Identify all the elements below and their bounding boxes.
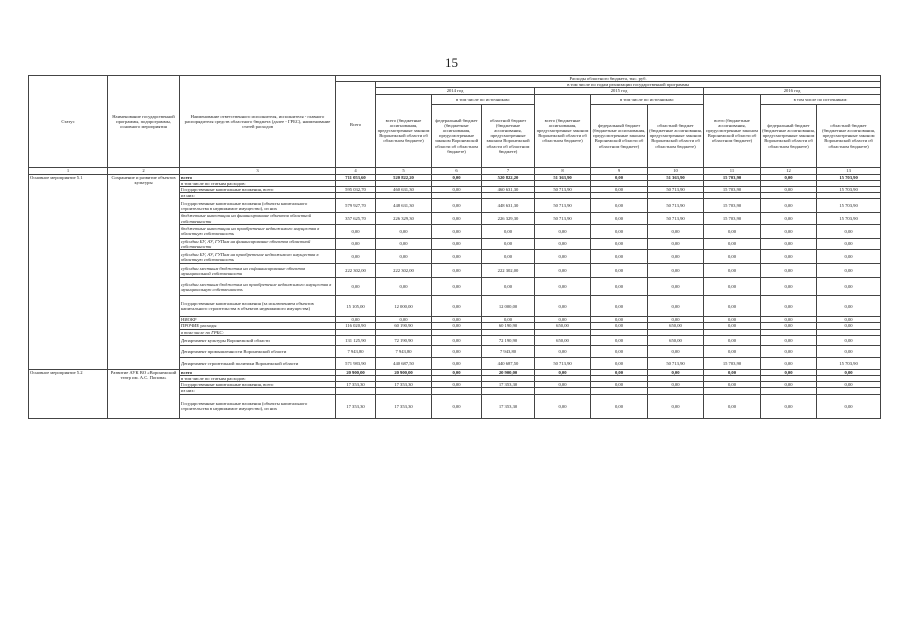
header-program-name: Наименование государственной программы, подпрограммы, основного мероприятия xyxy=(108,76,180,168)
row-value: 50 713,90 xyxy=(648,187,704,193)
header-col-regional: областной бюджет (бюджетные ассигнования, предусмотренные законом Воронежской области об областном бюджете) xyxy=(482,104,535,167)
row-value: 0,00 xyxy=(591,187,648,193)
row-value: 579 927,70 xyxy=(336,199,376,213)
row-value: 0,00 xyxy=(648,345,704,357)
row-value: 222 302,00 xyxy=(482,264,535,278)
header-by-sources: в том числе по источникам: xyxy=(761,94,881,104)
row-item: из них: xyxy=(180,388,336,394)
row-item: НИОКР xyxy=(180,317,336,323)
row-value: 0,00 xyxy=(817,224,881,238)
row-value: 0,00 xyxy=(432,278,482,296)
row-value: 0,00 xyxy=(704,323,761,329)
column-number: 10 xyxy=(648,167,704,174)
header-col-federal: федеральный бюджет (бюджетные ассигнования, предусмотренные законом Воронежской области об областном бюджете) xyxy=(432,104,482,167)
row-value: 0,00 xyxy=(704,250,761,264)
row-value: 0,00 xyxy=(704,369,761,375)
row-value: 0,00 xyxy=(336,250,376,264)
row-value: 448 631,30 xyxy=(482,199,535,213)
row-value: 0,00 xyxy=(761,335,817,345)
row-value: 650,00 xyxy=(648,323,704,329)
row-value: 222 302,00 xyxy=(376,264,432,278)
row-value: 0,00 xyxy=(761,357,817,369)
row-value: 226 329,30 xyxy=(482,213,535,224)
row-value: 0,00 xyxy=(761,174,817,180)
row-value: 0,00 xyxy=(591,296,648,317)
row-value: 571 983,90 xyxy=(336,357,376,369)
row-value: 0,00 xyxy=(591,250,648,264)
row-value: 711 053,60 xyxy=(336,174,376,180)
row-item: Департамент культуры Воронежской области xyxy=(180,335,336,345)
row-value: 0,00 xyxy=(761,323,817,329)
header-executor: Наименование ответственного исполнителя, исполнителя - главного распорядителя средств областного бюджета (далее - ГРБС), наименование статей расходов xyxy=(180,76,336,168)
header-expenses: Расходы областного бюджета, тыс. руб. xyxy=(336,76,881,82)
row-value: 50 713,90 xyxy=(535,357,591,369)
header-year-2016: 2016 год xyxy=(704,88,881,94)
row-value: 0,00 xyxy=(761,187,817,193)
row-value: 0,00 xyxy=(535,394,591,418)
row-item: в том числе по ГРБС: xyxy=(180,329,336,335)
row-value: 520 822,20 xyxy=(482,174,535,180)
header-year-2015: 2015 год xyxy=(535,88,704,94)
row-value: 0,00 xyxy=(704,382,761,388)
row-value: 0,00 xyxy=(704,224,761,238)
row-value: 0,00 xyxy=(648,278,704,296)
row-value: 0,00 xyxy=(535,317,591,323)
row-value: 0,00 xyxy=(535,369,591,375)
row-value: 0,00 xyxy=(432,187,482,193)
row-value: 12 000,00 xyxy=(376,296,432,317)
row-value: 0,00 xyxy=(704,394,761,418)
row-value: 15 703,90 xyxy=(817,199,881,213)
row-value: 0,00 xyxy=(648,394,704,418)
row-value: 0,00 xyxy=(761,238,817,249)
row-item: Государственные капитальные вложения, всего xyxy=(180,187,336,193)
row-value: 0,00 xyxy=(432,382,482,388)
row-value: 12 000,00 xyxy=(482,296,535,317)
row-value: 17 353,30 xyxy=(482,394,535,418)
row-value: 0,00 xyxy=(817,335,881,345)
row-value: 15 105,00 xyxy=(336,296,376,317)
row-value: 0,00 xyxy=(376,238,432,249)
row-item: Государственные капитальные вложения (за исключением объектов капитального строительства в объектов недвижимого имущества) xyxy=(180,296,336,317)
row-value: 0,00 xyxy=(817,369,881,375)
row-value: 15 703,90 xyxy=(704,213,761,224)
row-value: 0,00 xyxy=(591,335,648,345)
row-item: Государственные капитальные вложения (объекты капитального строительства в недвижимое имущество), из них xyxy=(180,394,336,418)
row-item: Государственные капитальные вложения, всего xyxy=(180,382,336,388)
row-value: 15 703,90 xyxy=(704,187,761,193)
row-value: 0,00 xyxy=(704,296,761,317)
header-by-sources: в том числе по источникам: xyxy=(591,94,704,104)
row-value: 50 713,90 xyxy=(648,199,704,213)
row-value: 0,00 xyxy=(432,199,482,213)
row-value: 0,00 xyxy=(761,278,817,296)
row-value: 0,00 xyxy=(761,296,817,317)
row-value: 460 631,30 xyxy=(376,187,432,193)
row-value: 0,00 xyxy=(817,278,881,296)
row-value: 0,00 xyxy=(535,224,591,238)
header-col-total: всего (бюджетные ассигнования, предусмотренные законом Воронежской области об областном бюджете) xyxy=(535,94,591,167)
header-col-total: всего (бюджетные ассигнования, предусмотренные законом Воронежской области об областном бюджете) xyxy=(376,94,432,167)
row-status: Основное мероприятие 5.1 xyxy=(29,174,108,369)
column-number: 12 xyxy=(761,167,817,174)
row-value: 0,00 xyxy=(591,317,648,323)
row-value: 0,00 xyxy=(432,238,482,249)
row-value: 60 190,90 xyxy=(376,323,432,329)
row-value: 0,00 xyxy=(535,345,591,357)
column-number: 2 xyxy=(108,167,180,174)
row-value: 0,00 xyxy=(591,357,648,369)
row-value: 0,00 xyxy=(817,345,881,357)
row-value: 0,00 xyxy=(336,224,376,238)
header-col-total: всего (бюджетные ассигнования, предусмотренные законом Воронежской области об областном бюджете) xyxy=(704,94,761,167)
row-value: 0,00 xyxy=(591,278,648,296)
row-value: 0,00 xyxy=(482,278,535,296)
column-number: 3 xyxy=(180,167,336,174)
row-value: 650,00 xyxy=(535,335,591,345)
row-value: 20 900,00 xyxy=(376,369,432,375)
header-by-sources: в том числе по источникам: xyxy=(432,94,535,104)
row-value: 72 190,90 xyxy=(482,335,535,345)
row-item: в том числе по статьям расходов: xyxy=(180,376,336,382)
row-value: 0,00 xyxy=(591,345,648,357)
row-value: 15 703,90 xyxy=(817,174,881,180)
row-value: 440 687,50 xyxy=(482,357,535,369)
row-value: 0,00 xyxy=(336,238,376,249)
column-number: 5 xyxy=(376,167,432,174)
row-item: всего xyxy=(180,174,336,180)
row-value: 0,00 xyxy=(817,250,881,264)
row-status: Основное мероприятие 5.2 xyxy=(29,369,108,418)
row-value: 20 900,00 xyxy=(482,369,535,375)
row-value: 0,00 xyxy=(591,199,648,213)
row-value: 50 713,90 xyxy=(648,213,704,224)
row-value: 0,00 xyxy=(817,264,881,278)
row-value: 116 020,90 xyxy=(336,323,376,329)
row-value: 0,00 xyxy=(432,224,482,238)
row-value: 0,00 xyxy=(535,250,591,264)
row-value: 0,00 xyxy=(336,278,376,296)
row-item: Департамент строительной политики Воронежской области xyxy=(180,357,336,369)
row-value: 50 713,90 xyxy=(648,357,704,369)
row-value: 0,00 xyxy=(432,264,482,278)
row-value: 0,00 xyxy=(432,174,482,180)
page-number: 15 xyxy=(445,55,458,70)
row-value: 0,00 xyxy=(482,238,535,249)
row-value: 0,00 xyxy=(535,264,591,278)
row-value: 0,00 xyxy=(761,317,817,323)
column-number: 13 xyxy=(817,167,881,174)
header-total: Всего xyxy=(336,82,376,167)
column-number: 11 xyxy=(704,167,761,174)
row-value: 0,00 xyxy=(648,250,704,264)
row-value: 0,00 xyxy=(648,264,704,278)
row-value: 51 363,90 xyxy=(648,174,704,180)
row-value: 15 703,90 xyxy=(704,357,761,369)
row-value: 0,00 xyxy=(704,345,761,357)
row-value: 0,00 xyxy=(704,238,761,249)
row-value: 0,00 xyxy=(817,296,881,317)
row-value: 0,00 xyxy=(535,278,591,296)
row-value: 17 353,30 xyxy=(376,394,432,418)
row-value: 0,00 xyxy=(648,296,704,317)
row-value: 20 900,00 xyxy=(336,369,376,375)
row-item: Государственные капитальные вложения (объекты капитального строительства в недвижимое имущество), из них xyxy=(180,199,336,213)
row-value: 0,00 xyxy=(591,213,648,224)
row-value: 460 631,30 xyxy=(482,187,535,193)
column-number: 4 xyxy=(336,167,376,174)
row-value: 0,00 xyxy=(482,317,535,323)
row-value: 0,00 xyxy=(432,345,482,357)
row-program-name: Сохранение и развитие объектов культуры xyxy=(108,174,180,369)
row-value: 226 329,30 xyxy=(376,213,432,224)
row-value: 17 353,30 xyxy=(336,382,376,388)
row-value: 51 363,90 xyxy=(535,174,591,180)
row-value: 0,00 xyxy=(761,369,817,375)
row-value: 0,00 xyxy=(704,264,761,278)
row-program-name: Развитие АУК ВО «Воронежский театр им. А.С. Попова» xyxy=(108,369,180,418)
row-value: 0,00 xyxy=(336,317,376,323)
row-value: 595 032,70 xyxy=(336,187,376,193)
header-by-years: в том числе по годам реализации государственной программы xyxy=(376,82,881,88)
row-value: 15 703,90 xyxy=(817,357,881,369)
row-value: 0,00 xyxy=(535,296,591,317)
row-item: из них: xyxy=(180,193,336,199)
column-number: 7 xyxy=(482,167,535,174)
header-col-federal: федеральный бюджет (бюджетные ассигнования, предусмотренные законом Воронежской области об областном бюджете) xyxy=(591,104,648,167)
header-year-2014: 2014 год xyxy=(376,88,535,94)
header-status: Статус xyxy=(29,76,108,168)
row-value: 7 943,80 xyxy=(482,345,535,357)
row-item: всего xyxy=(180,369,336,375)
row-value: 50 713,90 xyxy=(535,199,591,213)
row-value: 0,00 xyxy=(648,369,704,375)
column-number: 1 xyxy=(29,167,108,174)
row-value: 222 302,00 xyxy=(336,264,376,278)
row-value: 15 703,90 xyxy=(704,174,761,180)
row-value: 650,00 xyxy=(535,323,591,329)
row-value: 50 713,90 xyxy=(535,187,591,193)
row-value: 0,00 xyxy=(761,224,817,238)
row-item: субсидии БУ, АУ, ГУПам на финансирование объектов областной собственности xyxy=(180,238,336,249)
row-value: 0,00 xyxy=(376,224,432,238)
row-item: бюджетные инвестиции на финансирование объектов областной собственности xyxy=(180,213,336,224)
header-col-federal: федеральный бюджет (бюджетные ассигнования, предусмотренные законом Воронежской области об областном бюджете) xyxy=(761,104,817,167)
row-value: 0,00 xyxy=(432,323,482,329)
row-value: 0,00 xyxy=(432,394,482,418)
row-value: 15 703,90 xyxy=(817,187,881,193)
row-value: 0,00 xyxy=(704,335,761,345)
row-value: 0,00 xyxy=(704,278,761,296)
column-number: 8 xyxy=(535,167,591,174)
row-value: 17 353,30 xyxy=(336,394,376,418)
row-value: 448 631,30 xyxy=(376,199,432,213)
header-col-regional: областной бюджет (бюджетные ассигнования, предусмотренные законом Воронежской области об областном бюджете) xyxy=(648,104,704,167)
row-value: 520 822,20 xyxy=(376,174,432,180)
row-value: 0,00 xyxy=(817,394,881,418)
row-value: 0,00 xyxy=(761,382,817,388)
row-item: в том числе по статьям расходов: xyxy=(180,180,336,186)
row-value: 0,00 xyxy=(591,224,648,238)
column-number: 6 xyxy=(432,167,482,174)
row-value: 0,00 xyxy=(591,382,648,388)
row-value: 17 353,30 xyxy=(376,382,432,388)
row-value: 0,00 xyxy=(432,213,482,224)
row-value: 0,00 xyxy=(376,317,432,323)
row-value: 0,00 xyxy=(817,238,881,249)
row-value: 0,00 xyxy=(482,224,535,238)
row-value: 0,00 xyxy=(761,250,817,264)
row-item: бюджетные инвестиции на приобретение недвижимого имущества в областную собственность xyxy=(180,224,336,238)
header-col-regional: областной бюджет (бюджетные ассигнования, предусмотренные законом Воронежской области об областном бюджете) xyxy=(817,104,881,167)
row-value: 0,00 xyxy=(432,250,482,264)
row-item: субсидии местным бюджетам на приобретение недвижимого имущества в муниципальную собственность xyxy=(180,278,336,296)
row-value: 0,00 xyxy=(817,317,881,323)
row-value: 15 703,90 xyxy=(704,199,761,213)
column-number-row xyxy=(29,167,881,174)
row-value: 0,00 xyxy=(432,369,482,375)
row-value: 0,00 xyxy=(591,394,648,418)
row-value: 0,00 xyxy=(761,345,817,357)
row-value: 0,00 xyxy=(591,369,648,375)
row-value: 0,00 xyxy=(432,357,482,369)
budget-table xyxy=(28,75,881,419)
row-value: 0,00 xyxy=(761,213,817,224)
row-value: 60 190,90 xyxy=(482,323,535,329)
row-value: 0,00 xyxy=(591,174,648,180)
row-value: 0,00 xyxy=(535,238,591,249)
row-value: 0,00 xyxy=(817,323,881,329)
row-value: 0,00 xyxy=(648,317,704,323)
row-value: 0,00 xyxy=(761,199,817,213)
row-value: 7 943,80 xyxy=(376,345,432,357)
row-value: 0,00 xyxy=(761,264,817,278)
row-value: 0,00 xyxy=(648,238,704,249)
row-item: субсидии БУ, АУ, ГУПам на приобретение недвижимого имущества в областную собственность xyxy=(180,250,336,264)
row-value: 0,00 xyxy=(432,296,482,317)
row-value: 131 125,90 xyxy=(336,335,376,345)
row-value: 0,00 xyxy=(432,335,482,345)
row-item: субсидии местным бюджетам на софинансирование объектов муниципальной собственности xyxy=(180,264,336,278)
row-value: 0,00 xyxy=(704,317,761,323)
row-value: 0,00 xyxy=(376,250,432,264)
row-value: 72 190,90 xyxy=(376,335,432,345)
row-value: 15 703,90 xyxy=(817,213,881,224)
row-value: 0,00 xyxy=(648,224,704,238)
row-item: ПРОЧИЕ расходы xyxy=(180,323,336,329)
column-number: 9 xyxy=(591,167,648,174)
row-value: 7 943,80 xyxy=(336,345,376,357)
row-value: 0,00 xyxy=(432,317,482,323)
row-value: 357 625,70 xyxy=(336,213,376,224)
row-item: Департамент промышленности Воронежской области xyxy=(180,345,336,357)
row-value: 0,00 xyxy=(591,238,648,249)
row-value: 0,00 xyxy=(376,278,432,296)
row-value: 0,00 xyxy=(591,323,648,329)
row-value: 0,00 xyxy=(648,382,704,388)
row-value: 50 713,90 xyxy=(535,213,591,224)
row-value: 17 353,30 xyxy=(482,382,535,388)
row-value: 0,00 xyxy=(817,382,881,388)
row-value: 650,00 xyxy=(648,335,704,345)
row-value: 0,00 xyxy=(482,250,535,264)
row-value: 0,00 xyxy=(535,382,591,388)
row-value: 0,00 xyxy=(761,394,817,418)
row-value: 0,00 xyxy=(591,264,648,278)
row-value: 440 687,50 xyxy=(376,357,432,369)
